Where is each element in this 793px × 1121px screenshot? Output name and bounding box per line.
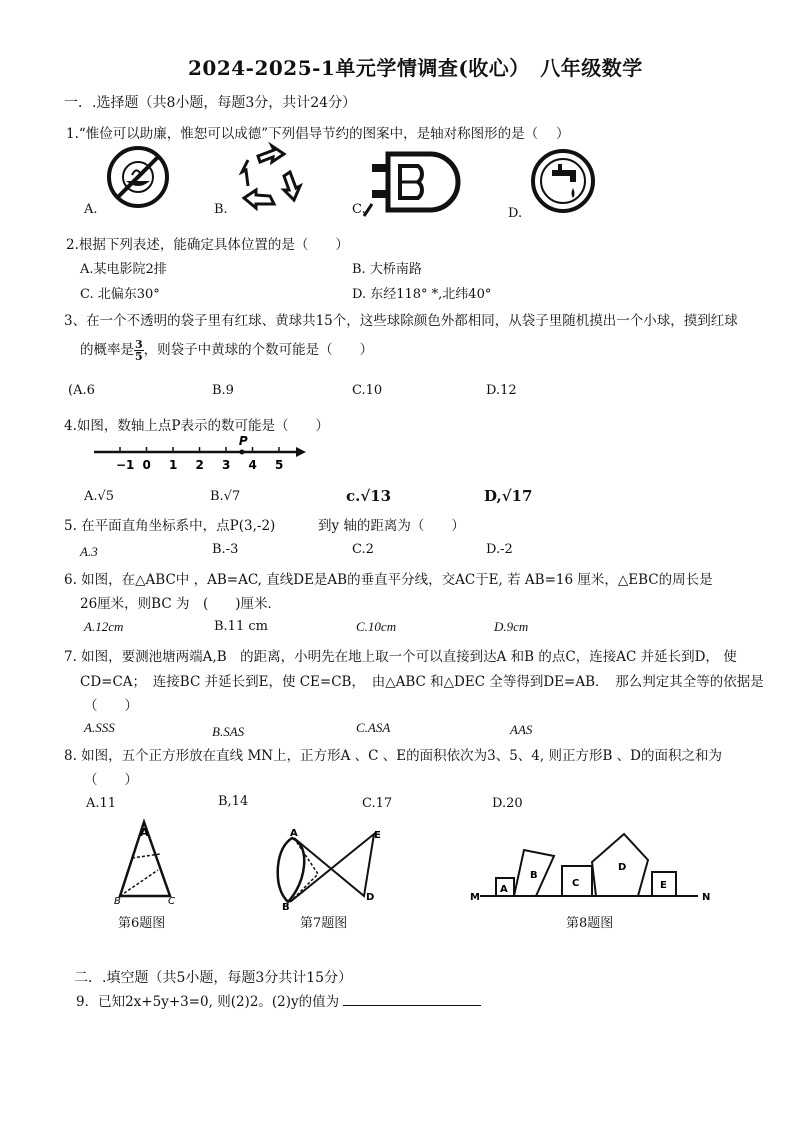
q6-option-d: D.9cm — [494, 619, 529, 634]
point-p-label: P — [238, 434, 248, 448]
q5-option-a: A.3 — [80, 544, 98, 559]
q8-option-c: C.17 — [362, 796, 393, 811]
q2-option-a: A.某电影院2排 — [80, 262, 167, 277]
figure-7-pond — [270, 826, 390, 910]
number-line-tick-label: 1 — [169, 458, 178, 472]
q8-option-a: A.11 — [86, 796, 117, 811]
q1-label-d: D. — [508, 206, 523, 221]
q3-option-b: B.9 — [212, 383, 234, 398]
figure-8-squares — [466, 828, 720, 908]
q3-fraction-numerator: 3 — [135, 338, 143, 351]
q3-stem-line2 — [80, 338, 373, 362]
fig8-label-c: C — [572, 878, 580, 889]
q3-line2-post: ，则袋子中黄球的个数可能是（ ） — [143, 342, 374, 358]
q6-line-1: 6. 如图，在△ABC中 ，AB=AC, 直线DE是AB的垂直平分线，交AC于E, 若 AB=16 厘米，△EBC的周长是 — [64, 572, 713, 588]
q7-line-1: 7. 如图，要测池塘两端A,B 的距离，小明先在地上取一个可以直接到达A 和B 的点C，连接AC 并延长到D， 使 — [64, 649, 737, 665]
q7-option-b: B.SAS — [212, 724, 245, 739]
number-line-tick-label: 4 — [248, 458, 257, 472]
q4-option-d: D,√17 — [484, 487, 533, 505]
q1-label-c: C. — [352, 202, 366, 217]
q5-stem-a: 5. 在平面直角坐标系中，点P(3,-2) — [64, 518, 276, 534]
q7-line-3: （ ） — [84, 698, 138, 714]
q3-line2-pre: 的概率是 — [80, 342, 134, 358]
fig6-label-c: C — [168, 896, 175, 906]
q2-option-d: D. 东经118° *,北纬40° — [352, 287, 492, 302]
q6-option-a: A.12cm — [84, 619, 124, 634]
q1-label-b: B. — [214, 202, 228, 217]
q8-option-b: B,14 — [218, 794, 249, 809]
q4-option-b: B.√7 — [210, 489, 241, 504]
figure-6-triangle — [112, 814, 182, 906]
q2-stem: 2.根据下列表述，能确定具体位置的是（ ） — [66, 237, 349, 253]
q3-fraction-denominator: 5 — [135, 350, 143, 363]
q5-stem-b: 到y 轴的距离为（ ） — [318, 518, 465, 534]
q3-stem: 3、在一个不透明的袋子里有红球、黄球共15个，这些球除颜色外都相同，从袋子里随机摸出一个小球，摸到红球 — [64, 313, 738, 329]
fig8-label-m: M — [470, 892, 480, 903]
number-line-tick-label: 3 — [222, 458, 231, 472]
fig7-label-e: E — [374, 830, 381, 841]
q5-option-c: C.2 — [352, 542, 374, 557]
q2-option-c: C. 北偏东30° — [80, 287, 160, 302]
number-line-tick-label: −1 — [116, 458, 135, 472]
number-line-tick-label: 5 — [275, 458, 284, 472]
energy-plug-icon — [358, 146, 470, 220]
recycle-arrows-icon — [238, 142, 304, 212]
q6-line-2: 26厘米，则BC 为 ( )厘米． — [80, 596, 282, 612]
q3-option-d: D.12 — [486, 383, 517, 398]
q5-option-d: D.-2 — [486, 542, 513, 557]
fig6-label-a: A — [140, 826, 149, 839]
q5-option-b: B.-3 — [212, 542, 239, 557]
q9-answer-blank[interactable] — [343, 993, 481, 1006]
q8-option-d: D.20 — [492, 796, 523, 811]
section-2-heading: 二．.填空题（共5小题，每题3分共计15分） — [74, 970, 353, 986]
section-1-heading: 一．.选择题（共8小题，每题3分，共计24分） — [64, 95, 357, 111]
figure-6-caption: 第6题图 — [118, 916, 166, 931]
q3-option-c: C.10 — [352, 383, 383, 398]
q3-fraction — [134, 339, 144, 362]
q4-option-a: A.√5 — [84, 489, 115, 504]
fig8-label-e: E — [660, 880, 667, 891]
number-line-tick-label: 2 — [195, 458, 204, 472]
q6-option-b: B.11 cm — [214, 619, 268, 634]
no-waste-sign-icon — [106, 145, 170, 209]
fig7-label-b: B — [282, 902, 290, 910]
q9-text: 9．已知2x+5y+3=0, 则(2)2。(2)y的值为 — [76, 994, 340, 1010]
q3-option-a: (A.6 — [68, 383, 95, 398]
fig6-label-b: B — [114, 896, 121, 906]
page-title: 2024-2025-1单元学情调查(收心） 八年级数学 — [188, 56, 643, 80]
q7-option-c: C.ASA — [356, 720, 391, 735]
q9-stem — [76, 990, 481, 1010]
figure-8-caption: 第8题图 — [566, 916, 614, 931]
fig8-label-d: D — [618, 862, 627, 873]
water-tap-icon — [530, 148, 596, 214]
number-line-figure — [90, 434, 310, 474]
q1-label-a: A. — [84, 202, 98, 217]
fig8-label-a: A — [500, 884, 508, 895]
q6-option-c: C.10cm — [356, 619, 397, 634]
q7-option-a: A.SSS — [84, 720, 115, 735]
fig8-label-n: N — [702, 892, 711, 903]
figure-7-caption: 第7题图 — [300, 916, 348, 931]
point-p-marker — [239, 450, 244, 455]
q1-stem: 1.“惟俭可以助廉，惟恕可以成德”下列倡导节约的图案中，是轴对称图形的是（ ） — [66, 126, 570, 142]
q7-line-2: CD=CA； 连接BC 并延长到E，使 CE=CB， 由△ABC 和△DEC 全等得到DE=AB． 那么判定其全等的依据是 — [80, 674, 764, 690]
fig8-label-b: B — [530, 870, 538, 881]
number-line-tick-label: 0 — [142, 458, 151, 472]
number-line-arrow-icon — [296, 447, 306, 457]
fig7-label-a: A — [290, 828, 298, 839]
q1-image-options — [80, 140, 720, 225]
q8-line-1: 8. 如图，五个正方形放在直线 MN上，正方形A 、C 、E的面积依次为3、5、4, 则正方形B 、D的面积之和为 — [64, 748, 722, 764]
q2-option-b: B. 大桥南路 — [352, 262, 422, 277]
q4-option-c: c.√13 — [346, 487, 392, 505]
q4-stem: 4.如图，数轴上点P表示的数可能是（ ） — [64, 418, 329, 434]
fig7-label-d: D — [366, 892, 375, 903]
q7-option-d: AAS — [510, 722, 533, 737]
q8-line-2: （ ） — [84, 772, 138, 788]
